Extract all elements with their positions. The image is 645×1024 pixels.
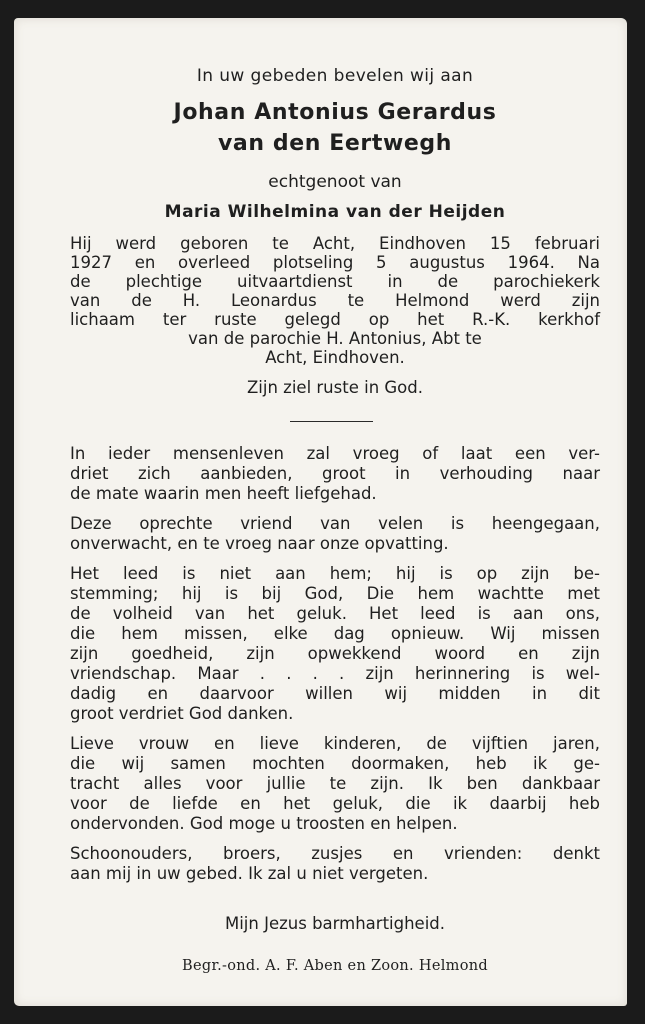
text-line: onverwacht, en te vroeg naar onze opvatting.	[70, 534, 449, 553]
printer-credit: Begr.-ond. A. F. Aben en Zoon. Helmond	[182, 958, 488, 974]
text-line: voor de liefde en het geluk, die ik daarbij heb	[70, 794, 600, 813]
text-line: groot verdriet God danken.	[70, 704, 294, 723]
text-line: dadig en daarvoor willen wij midden in dit	[70, 684, 600, 703]
bio-line: Acht, Eindhoven.	[265, 348, 405, 367]
text-line: die wij samen mochten doormaken, heb ik ge-	[70, 754, 600, 773]
bio-line: van de H. Leonardus te Helmond werd zijn	[70, 291, 600, 310]
bio-line: Hij werd geboren te Acht, Eindhoven 15 februari	[70, 234, 600, 253]
text-line: zijn goedheid, zijn opwekkend woord en zijn	[70, 644, 600, 663]
spouse-name: Maria Wilhelmina van der Heijden	[164, 202, 506, 222]
text-line: In ieder mensenleven zal vroeg of laat een ver-	[70, 444, 600, 463]
text-line: Lieve vrouw en lieve kinderen, de vijftien jaren,	[70, 734, 600, 753]
text-line: die hem missen, elke dag opnieuw. Wij missen	[70, 624, 600, 643]
divider-rule	[290, 421, 373, 422]
text-line: aan mij in uw gebed. Ik zal u niet vergeten.	[70, 864, 429, 883]
text-line: vriendschap. Maar . . . . zijn herinnering is wel-	[70, 664, 600, 683]
text-line: tracht alles voor jullie te zijn. Ik ben dankbaar	[70, 774, 600, 793]
text-line: Schoonouders, broers, zusjes en vrienden: denkt	[70, 844, 600, 863]
text-line: Het leed is niet aan hem; hij is op zijn be-	[70, 564, 600, 583]
bio-line: lichaam ter ruste gelegd op het R.-K. kerkhof	[70, 310, 600, 329]
memorial-card	[14, 18, 627, 1006]
text-line: stemming; hij is bij God, Die hem wachtte met	[70, 584, 600, 603]
intro-line: In uw gebeden bevelen wij aan	[196, 66, 474, 86]
bio-line: 1927 en overleed plotseling 5 augustus 1964. Na	[70, 253, 600, 272]
text-line: ondervonden. God moge u troosten en helpen.	[70, 814, 458, 833]
spouse-label: echtgenoot van	[268, 172, 402, 192]
bio-line: de plechtige uitvaartdienst in de parochiekerk	[70, 272, 600, 291]
text-line: Deze oprechte vriend van velen is heengegaan,	[70, 514, 600, 533]
deceased-name-line-1: Johan Antonius Gerardus	[173, 100, 497, 125]
closing-prayer: Mijn Jezus barmhartigheid.	[224, 914, 446, 933]
text-line: de mate waarin men heeft liefgehad.	[70, 484, 377, 503]
bio-line: van de parochie H. Antonius, Abt te	[188, 329, 482, 348]
deceased-name-line-2: van den Eertwegh	[217, 131, 453, 156]
text-line: driet zich aanbieden, groot in verhouding naar	[70, 464, 600, 483]
text-line: de volheid van het geluk. Het leed is aan ons,	[70, 604, 600, 623]
rest-in-god-line: Zijn ziel ruste in God.	[247, 378, 423, 397]
